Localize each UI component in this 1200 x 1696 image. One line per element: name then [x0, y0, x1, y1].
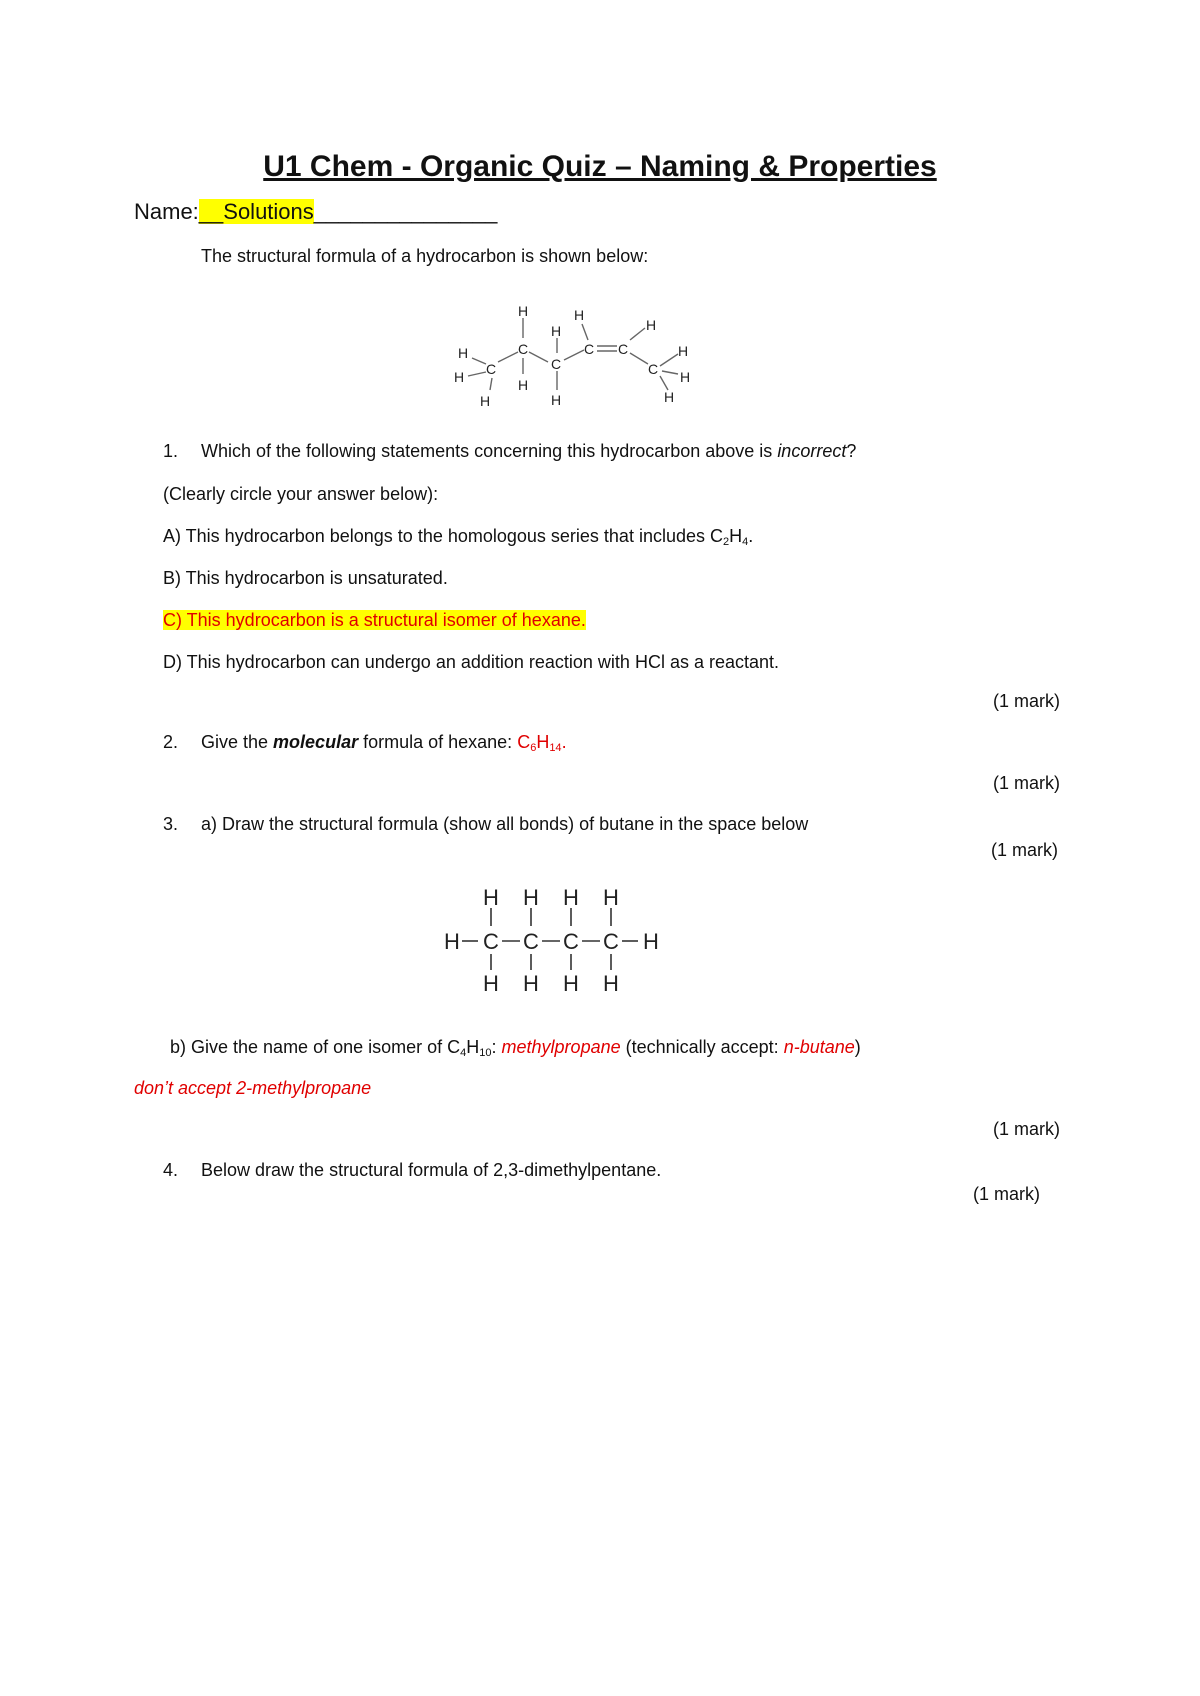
- q1-option-c-text: C) This hydrocarbon is a structural isomer of hexane.: [163, 610, 586, 630]
- q1-number: 1.: [163, 441, 179, 461]
- q3b-answer-1: methylpropane: [501, 1037, 621, 1057]
- q4-stem: [163, 1159, 661, 1181]
- q3b-stem: [170, 1036, 861, 1058]
- q4-text: Below draw the structural formula of 2,3-dimethylpentane.: [201, 1160, 662, 1180]
- q1-option-a-h: H: [729, 526, 743, 546]
- atom-c: C: [523, 929, 539, 954]
- atom-h: H: [563, 971, 579, 996]
- atom-h: H: [574, 307, 585, 323]
- q1-text-end: ?: [846, 441, 857, 461]
- q3a-marks: (1 mark): [991, 840, 1058, 860]
- atom-c: C: [486, 361, 497, 377]
- q1-stem: [163, 440, 856, 462]
- atom-h: H: [483, 885, 499, 910]
- q4-marks: (1 mark): [973, 1184, 1040, 1204]
- name-line: [134, 198, 497, 226]
- q3b-note: don’t accept 2-methylpropane: [134, 1078, 372, 1098]
- atom-c: C: [603, 929, 619, 954]
- q1-instruction: (Clearly circle your answer below):: [163, 484, 439, 504]
- q2-answer-c: C: [517, 732, 531, 752]
- atom-h: H: [678, 343, 689, 359]
- q3b-colon: :: [491, 1037, 502, 1057]
- q2-emphasis: molecular: [273, 732, 359, 752]
- hydrocarbon-structure-diagram: [440, 298, 710, 413]
- atom-c: C: [648, 361, 659, 377]
- atom-h: H: [480, 393, 491, 409]
- q2-answer-sub2: 14: [549, 742, 562, 754]
- q3b-sub1: 4: [460, 1047, 467, 1059]
- q2-answer: [517, 732, 566, 752]
- q1-option-d: D) This hydrocarbon can undergo an addition reaction with HCl as a reactant.: [163, 652, 780, 672]
- q1-marks: (1 mark): [993, 691, 1060, 711]
- q3-number: 3.: [163, 814, 179, 834]
- q3b-h: H: [466, 1037, 480, 1057]
- atom-c: C: [518, 341, 529, 357]
- atom-h: H: [603, 971, 619, 996]
- name-value: __Solutions: [198, 199, 314, 224]
- page-title: U1 Chem - Organic Quiz – Naming & Properties: [263, 150, 937, 183]
- q3b-text-2: (technically accept:: [620, 1037, 784, 1057]
- atom-h: H: [563, 885, 579, 910]
- butane-structure-diagram: [440, 880, 670, 1000]
- q2-text: Give the: [201, 732, 274, 752]
- atom-h: H: [518, 303, 529, 319]
- atom-h: H: [454, 369, 465, 385]
- q1-emphasis: incorrect: [777, 441, 847, 461]
- atom-h: H: [523, 885, 539, 910]
- atom-h: H: [444, 929, 460, 954]
- q1-option-a-text: A) This hydrocarbon belongs to the homologous series that includes C: [163, 526, 723, 546]
- atom-h: H: [458, 345, 469, 361]
- q2-answer-end: .: [561, 732, 567, 752]
- name-trailing: _______________: [313, 199, 498, 224]
- q3b-text-3: ): [854, 1037, 861, 1057]
- q2-text-end: formula of hexane:: [358, 732, 518, 752]
- name-label: Name:: [134, 199, 199, 224]
- q1-option-c-answer: [163, 609, 586, 631]
- atom-h: H: [664, 389, 675, 405]
- atom-h: H: [483, 971, 499, 996]
- q1-option-a: [163, 525, 753, 547]
- q2-number: 2.: [163, 732, 179, 752]
- atom-c: C: [584, 341, 595, 357]
- atom-h: H: [551, 392, 562, 408]
- q2-answer-sub1: 6: [530, 742, 537, 754]
- q3b-answer-2: n-butane: [783, 1037, 855, 1057]
- q3b-marks: (1 mark): [993, 1119, 1060, 1139]
- atom-h: H: [603, 885, 619, 910]
- atom-h: H: [680, 369, 691, 385]
- atom-c: C: [483, 929, 499, 954]
- atom-h: H: [518, 377, 529, 393]
- q3b-text: b) Give the name of one isomer of C: [170, 1037, 461, 1057]
- q3b-sub2: 10: [479, 1047, 492, 1059]
- atom-h: H: [643, 929, 659, 954]
- q4-number: 4.: [163, 1160, 179, 1180]
- q1-option-a-end: .: [748, 526, 754, 546]
- q1-option-b: B) This hydrocarbon is unsaturated.: [163, 568, 448, 588]
- q1-option-a-sub1: 2: [723, 536, 730, 548]
- atom-c: C: [618, 341, 629, 357]
- q2-answer-h: H: [536, 732, 550, 752]
- intro-text: The structural formula of a hydrocarbon is shown below:: [201, 246, 649, 266]
- atom-c: C: [551, 356, 562, 372]
- q1-option-a-sub2: 4: [742, 536, 749, 548]
- q2-stem: [163, 731, 567, 753]
- atom-h: H: [551, 323, 562, 339]
- q2-marks: (1 mark): [993, 773, 1060, 793]
- atom-c: C: [563, 929, 579, 954]
- q1-text: Which of the following statements concerning this hydrocarbon above is: [201, 441, 778, 461]
- q3-text-a: a) Draw the structural formula (show all bonds) of butane in the space below: [201, 814, 809, 834]
- q3-stem: [163, 813, 808, 835]
- atom-h: H: [646, 317, 657, 333]
- atom-h: H: [523, 971, 539, 996]
